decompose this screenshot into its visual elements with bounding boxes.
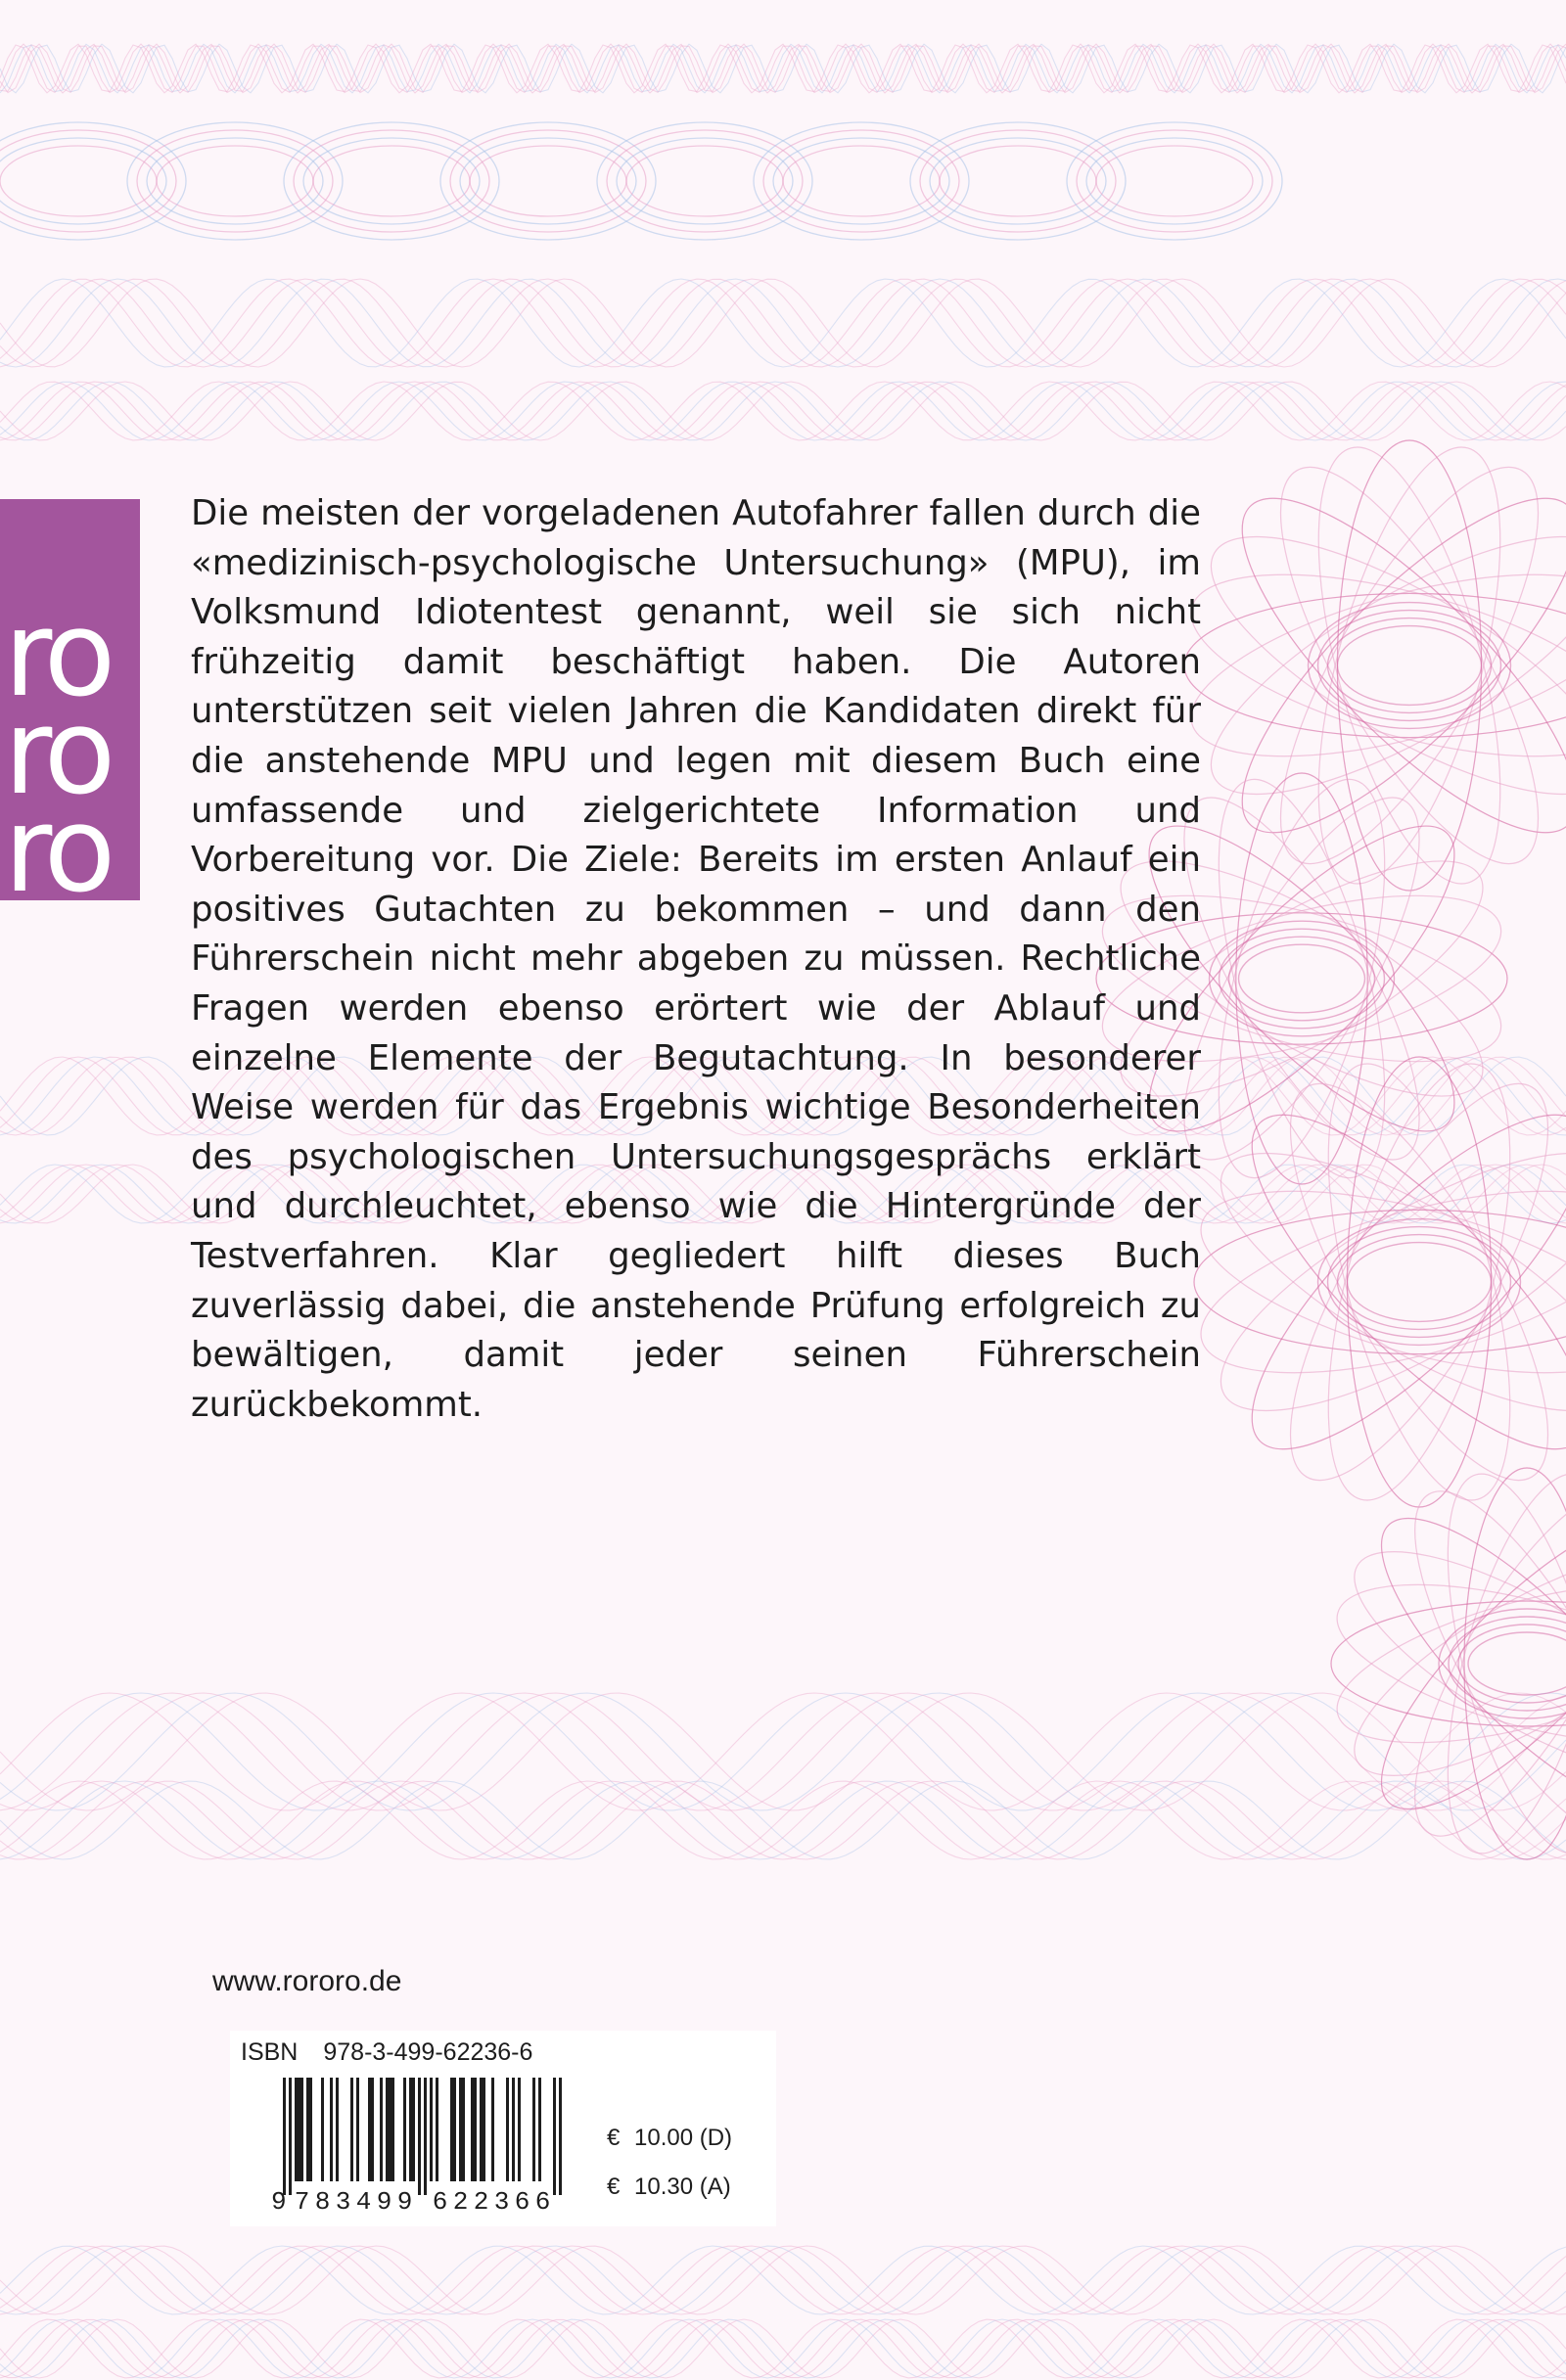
barcode-bar bbox=[532, 2078, 535, 2181]
barcode-bar bbox=[368, 2078, 371, 2181]
barcode-bar bbox=[559, 2078, 562, 2195]
publisher-website: www.rororo.de bbox=[212, 1965, 402, 1997]
barcode-digit: 2 bbox=[452, 2187, 469, 2215]
isbn-line bbox=[241, 2038, 532, 2067]
barcode-digit: 9 bbox=[376, 2187, 392, 2215]
barcode-bar bbox=[371, 2078, 374, 2181]
barcode-bar bbox=[538, 2078, 541, 2181]
barcode-bar bbox=[409, 2078, 412, 2181]
barcode-bar bbox=[306, 2078, 309, 2181]
price-currency: € bbox=[607, 2174, 621, 2200]
barcode-bar bbox=[462, 2078, 465, 2181]
price-amount: 10.30 (A) bbox=[634, 2174, 731, 2200]
barcode-bar bbox=[471, 2078, 474, 2181]
barcode-digit: 4 bbox=[355, 2187, 372, 2215]
barcode-bar bbox=[418, 2078, 421, 2195]
barcode-digit: 8 bbox=[314, 2187, 331, 2215]
barcode-digit: 7 bbox=[294, 2187, 310, 2215]
barcode-bar bbox=[480, 2078, 483, 2181]
barcode-bar bbox=[553, 2078, 556, 2195]
barcode-bar bbox=[336, 2078, 339, 2181]
barcode-bar bbox=[491, 2078, 494, 2181]
barcode-bar bbox=[474, 2078, 477, 2181]
price-amount: 10.00 (D) bbox=[634, 2125, 733, 2151]
barcode-bar bbox=[321, 2078, 324, 2181]
logo-word-2: ro bbox=[4, 685, 111, 821]
barcode-digit: 2 bbox=[473, 2187, 489, 2215]
barcode-bar bbox=[403, 2078, 406, 2181]
barcode-bar bbox=[380, 2078, 383, 2181]
ean-barcode bbox=[269, 2078, 602, 2215]
logo-word-1: ro bbox=[4, 587, 111, 723]
barcode-bar bbox=[298, 2078, 300, 2181]
barcode-bar bbox=[300, 2078, 303, 2181]
barcode-bar bbox=[389, 2078, 392, 2181]
logo-word-3: ro bbox=[4, 783, 111, 900]
book-blurb: Die meisten der vorgeladenen Autofahrer fallen durch die «medizinisch-psychologische Untersuchung» (MPU), im Volksmund Idiotentest genannt, weil sie sich nicht frühzeitig damit beschäftigt haben. Die Autoren unterstützen seit vielen Jahren die Kandidaten direkt für die anstehende MPU und legen mit diesem Buch eine umfassende und zielgerichtete Information und Vorbereitung vor. Die Ziele: Bereits im ersten Anlauf ein positives Gutachten zu bekommen – und dann den Führerschein nicht mehr abgeben zu müssen. Rechtliche Fragen werden ebenso erörtert wie der Ablauf und einzelne Elemente der Begutachtung. In besonderer Weise werden für das Ergebnis wichtige Besonderheiten des psychologischen Untersuchungsgesprächs erklärt und durchleuchtet, ebenso wie die Hintergründe der Testverfahren. Klar gegliedert hilft dieses Buch zuverlässig dabei, die anstehende Prüfung erfolgreich zu bewältigen, damit jeder seinen Führerschein zurückbekommt. bbox=[191, 493, 1201, 1425]
barcode-bar bbox=[518, 2078, 521, 2181]
barcode-bar bbox=[436, 2078, 438, 2181]
barcode-bar bbox=[289, 2078, 292, 2195]
barcode-bar bbox=[424, 2078, 427, 2195]
barcode-bar bbox=[350, 2078, 353, 2181]
isbn-number: 978-3-499-62236-6 bbox=[323, 2038, 533, 2066]
price-germany bbox=[607, 2125, 732, 2152]
barcode-bar bbox=[450, 2078, 453, 2181]
barcode-bar bbox=[309, 2078, 312, 2181]
barcode-bar bbox=[283, 2078, 286, 2195]
barcode-panel bbox=[230, 2031, 776, 2226]
barcode-bar bbox=[430, 2078, 433, 2181]
barcode-bar bbox=[483, 2078, 485, 2181]
isbn-label: ISBN bbox=[241, 2038, 299, 2066]
barcode-bar bbox=[392, 2078, 394, 2181]
barcode-digit: 6 bbox=[534, 2187, 551, 2215]
rororo-logo bbox=[0, 499, 140, 900]
barcode-bar bbox=[459, 2078, 462, 2181]
barcode-bar bbox=[330, 2078, 333, 2181]
price-austria bbox=[607, 2174, 731, 2201]
barcode-bar bbox=[356, 2078, 359, 2181]
barcode-bar bbox=[386, 2078, 389, 2181]
barcode-digit: 3 bbox=[335, 2187, 351, 2215]
barcode-digit: 9 bbox=[396, 2187, 413, 2215]
barcode-bar bbox=[295, 2078, 298, 2181]
barcode-digit: 6 bbox=[432, 2187, 448, 2215]
barcode-bar bbox=[512, 2078, 515, 2181]
barcode-bar bbox=[453, 2078, 456, 2181]
barcode-bar bbox=[506, 2078, 509, 2181]
price-currency: € bbox=[607, 2125, 621, 2151]
barcode-bar bbox=[412, 2078, 415, 2181]
barcode-digit: 6 bbox=[514, 2187, 530, 2215]
barcode-digit: 3 bbox=[493, 2187, 510, 2215]
barcode-digit: 9 bbox=[271, 2187, 287, 2215]
